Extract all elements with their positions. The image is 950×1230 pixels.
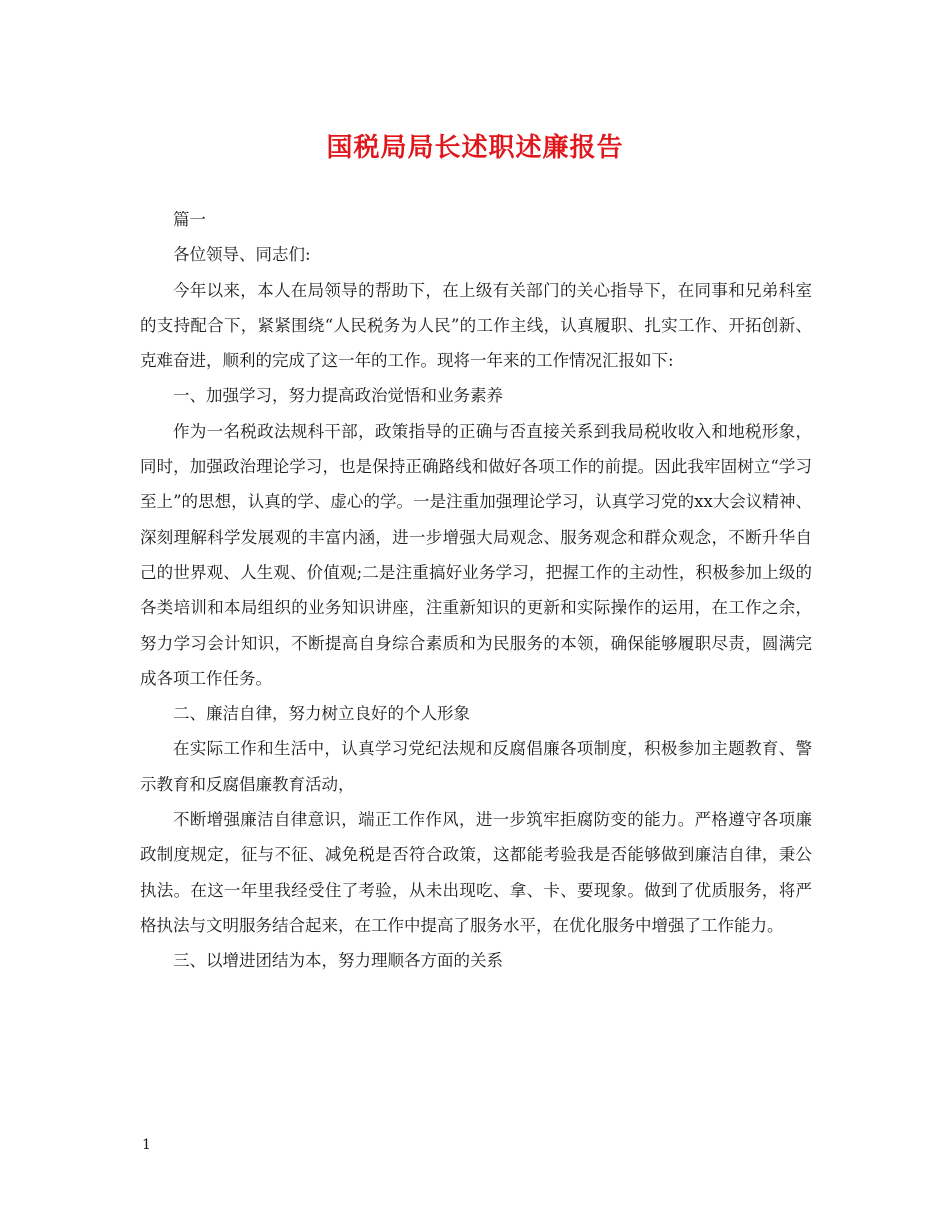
salutation: 各位领导、同志们: (173, 245, 311, 265)
document-body (140, 202, 812, 979)
intro-paragraph: 今年以来，本人在局领导的帮助下，在上级有关部门的关心指导下，在同事和兄弟科室的支持配合下，紧紧围绕“人民税务为人民”的工作主线，认真履职、扎实工作、开拓创新、克难奋进，顺利的完成了这一年的工作。现将一年来的工作情况汇报如下: (140, 280, 812, 371)
section-2-paragraph-1: 在实际工作和生活中，认真学习党纪法规和反腐倡廉各项制度，积极参加主题教育、警示教育和反腐倡廉教育活动， (140, 739, 812, 794)
section-2-paragraph-2: 不断增强廉洁自律意识，端正工作作风，进一步筑牢拒腐防变的能力。严格遵守各项廉政制度规定，征与不征、减免税是否符合政策，这都能考验我是否能够做到廉洁自律，秉公执法。在这一年里我经受住了考验，从未出现吃、拿、卡、要现象。做到了优质服务，将严格执法与文明服务结合起来，在工作中提高了服务水平，在优化服务中增强了工作能力。 (140, 810, 812, 935)
section-heading-3: 三、以增进团结为本，努力理顺各方面的关系 (173, 951, 503, 971)
section-label: 篇一 (173, 210, 206, 229)
page-number: 1 (142, 1137, 151, 1153)
section-1-paragraph: 作为一名税政法规科干部，政策指导的正确与否直接关系到我局税收收入和地税形象，同时，加强政治理论学习，也是保持正确路线和做好各项工作的前提。因此我牢固树立“学习至上”的思想，认真的学、虚心的学。一是注重加强理论学习，认真学习党的xx大会议精神、深刻理解科学发展观的丰富内涵，进一步增强大局观念、服务观念和群众观念，不断升华自己的世界观、人生观、价值观;二是注重搞好业务学习，把握工作的主动性，积极参加上级的各类培训和本局组织的业务知识讲座，注重新知识的更新和实际操作的运用，在工作之余，努力学习会计知识，不断提高自身综合素质和为民服务的本领，确保能够履职尽责，圆满完成各项工作任务。 (140, 421, 812, 688)
document-title: 国税局局长述职述廉报告 (326, 133, 624, 163)
section-heading-1: 一、加强学习，努力提高政治觉悟和业务素养 (173, 386, 503, 406)
section-heading-2: 二、廉洁自律，努力树立良好的个人形象 (173, 704, 470, 724)
